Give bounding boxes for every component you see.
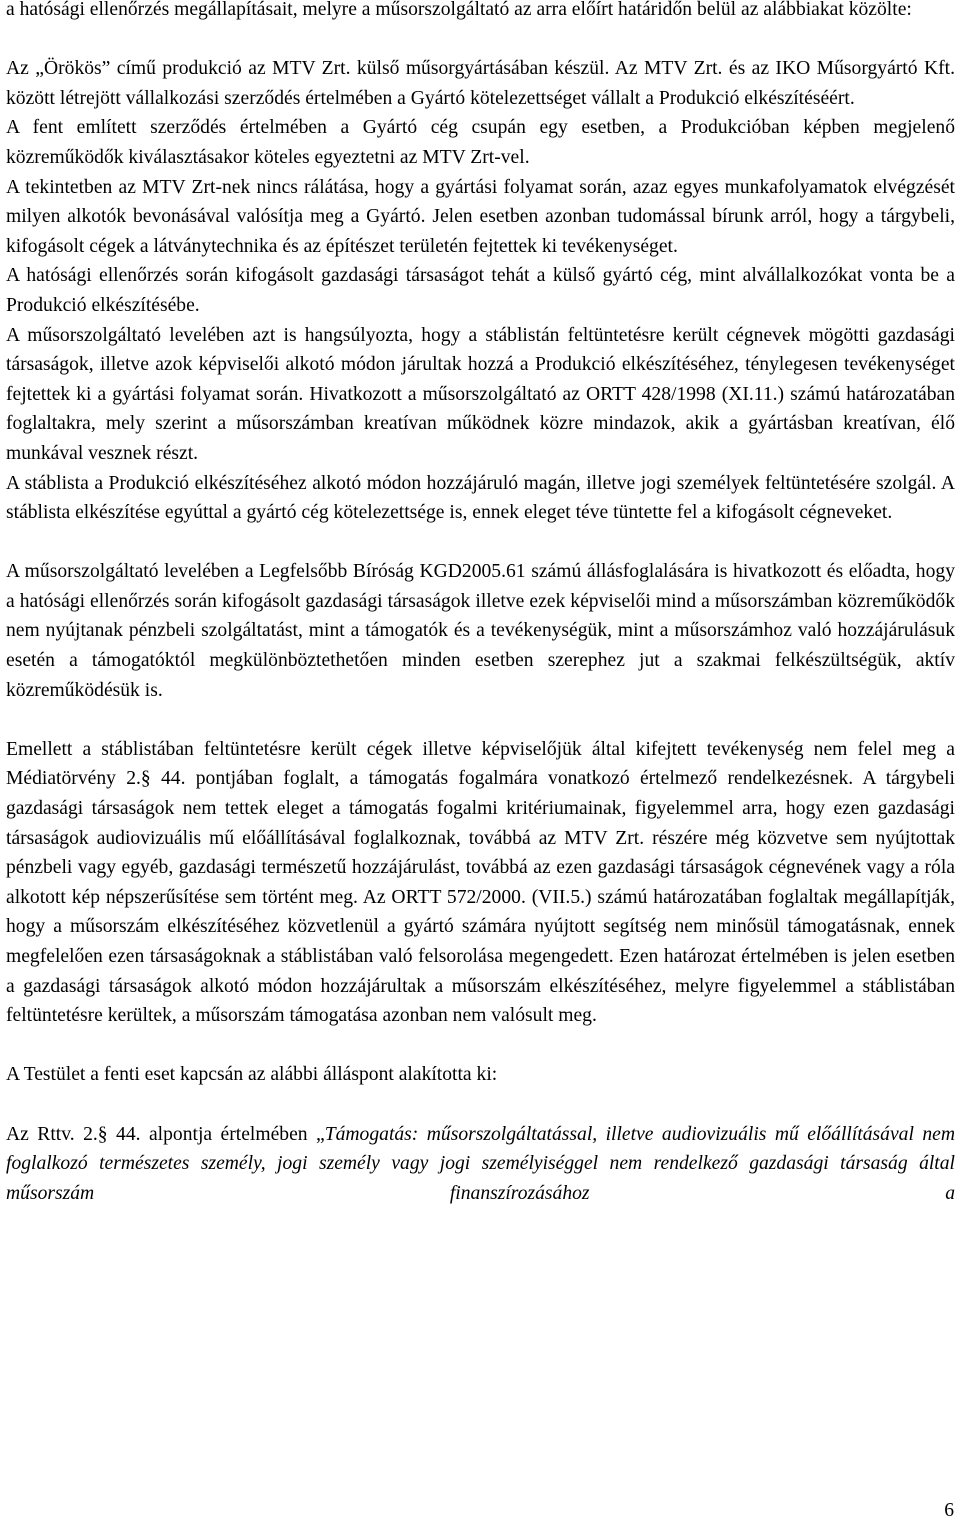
definition-quote: Támogatás: műsorszolgáltatással, illetve audiovizuális mű előállításával nem foglalkozó természetes személy, jogi személy vagy jogi személyiséggel nem rendelkező gazdasági társaság által műsorszám finanszírozásához a [6,1123,955,1204]
paragraph-credits-emphasis: A műsorszolgáltató levelében azt is hangsúlyozta, hogy a stáblistán feltüntetésre került cégnevek mögötti gazdasági társaságok, illetve azok képviselői alkotó módon járultak hozzá a Produkció elkészítéséhez, ténylegesen tevékenységet fejtettek ki a gyártási folyamat során. Hivatkozott a műsorszolgáltató az ORTT 428/1998 (XI.11.) számú határozatában foglaltakra, mely szerint a műsorszámban kreatívan működnek közre mindazok, akik a gyártásban kreatívan, élő munkával vesznek részt. [6,324,955,464]
blank-line [6,705,955,735]
paragraph-contract: A fent említett szerződés értelmében a Gyártó cég csupán egy esetben, a Produkcióban képben megjelenő közreműködők kiválasztásakor köteles egyeztetni az MTV Zrt-vel. [6,117,955,168]
paragraph-process: A tekintetben az MTV Zrt-nek nincs rálátása, hogy a gyártási folyamat során, azaz egyes munkafolyamatok elvégzését milyen alkotók bevonásával valósítja meg a Gyártó. Jelen esetben azonban tudomással bírunk arról, hogy a tárgybeli, kifogásolt cégek a látványtechnika és az építészet területén fejtettek ki tevékenységet. [6,176,955,257]
paragraph-supreme-court: A műsorszolgáltató levelében a Legfelsőbb Bíróság KGD2005.61 számú állásfoglalására is hivatkozott és előadta, hogy a hatósági ellenőrzés során kifogásolt gazdasági társaságok illetve ezek képviselői mind a műsorszámban közreműködők nem nyújtanak pénzbeli szolgáltatást, mint a támogatók és a tevékenységük, mint a műsorszámhoz való hozzájárulásuk esetén a támogatóktól megkülönböztethetően minden esetben szerephez jut a szakmai felkészültségük, aktív közreműködésük is. [6,561,955,701]
blank-line [6,1090,955,1120]
paragraph-intro: a hatósági ellenőrzés megállapításait, melyre a műsorszolgáltató az arra előírt határidőn belül az alábbiakat közölte: [6,0,912,20]
definition-prefix: Az Rttv. 2.§ 44. alpontja értelmében „ [6,1123,325,1145]
page-number: 6 [944,1500,954,1521]
blank-line [6,25,955,55]
paragraph-board-position: A Testület a fenti eset kapcsán az alábbi álláspont alakította ki: [6,1064,498,1086]
blank-line [6,528,955,558]
paragraph-definition [6,1120,955,1209]
paragraph-media-law: Emellett a stáblistában feltüntetésre került cégek illetve képviselőjük által kifejtett tevékenység nem felel meg a Médiatörvény 2.§ 44. pontjában foglalt, a támogatás fogalmára vonatkozó értelmező rendelkezésnek. A tárgybeli gazdasági társaságok nem tettek eleget a támogatás fogalmi kritériumainak, figyelemmel arra, hogy ezen gazdasági társaságok audiovizuális mű előállításával foglalkoznak, továbbá az MTV Zrt. részére még közvetve sem nyújtottak pénzbeli vagy egyéb, gazdasági természetű hozzájárulást, továbbá az ezen gazdasági társaságok cégnevének vagy a róla alkotott kép népszerűsítése sem történt meg. Az ORTT 572/2000. (VII.5.) számú határozatában foglaltak megállapítják, hogy a műsorszám elkészítéséhez közvetlenül a gyártó számára nyújtott segítség nem minősül támogatásnak, ennek megfelelően ezen társaságoknak a stáblistában való felsorolása megengedett. Ezen határozat értelmében is jelen esetben a gazdasági társaságok alkotó módon hozzájárultak a műsorszám elkészítéséhez, melyre figyelemmel a stáblistában feltüntetésre kerültek, a műsorszám támogatása azonban nem valósult meg. [6,738,955,1027]
blank-line [6,1031,955,1061]
paragraph-subcontractors: A hatósági ellenőrzés során kifogásolt gazdasági társaságot tehát a külső gyártó cég, mint alvállalkozókat vonta be a Produkció elkészítésébe. [6,265,955,316]
paragraph-production: Az „Örökös” című produkció az MTV Zrt. külső műsorgyártásában készül. Az MTV Zrt. és az IKO Műsorgyártó Kft. között létrejött vállalkozási szerződés értelmében a Gyártó kötelezettséget vállalt a Produkció elkészítéséért. [6,58,955,109]
paragraph-credits-purpose: A stáblista a Produkció elkészítéséhez alkotó módon hozzájáruló magán, illetve jogi személyek feltüntetésére szolgál. A stáblista elkészítése egyúttal a gyártó cég kötelezettsége is, ennek eleget téve tüntette fel a kifogásolt cégneveket. [6,472,955,524]
